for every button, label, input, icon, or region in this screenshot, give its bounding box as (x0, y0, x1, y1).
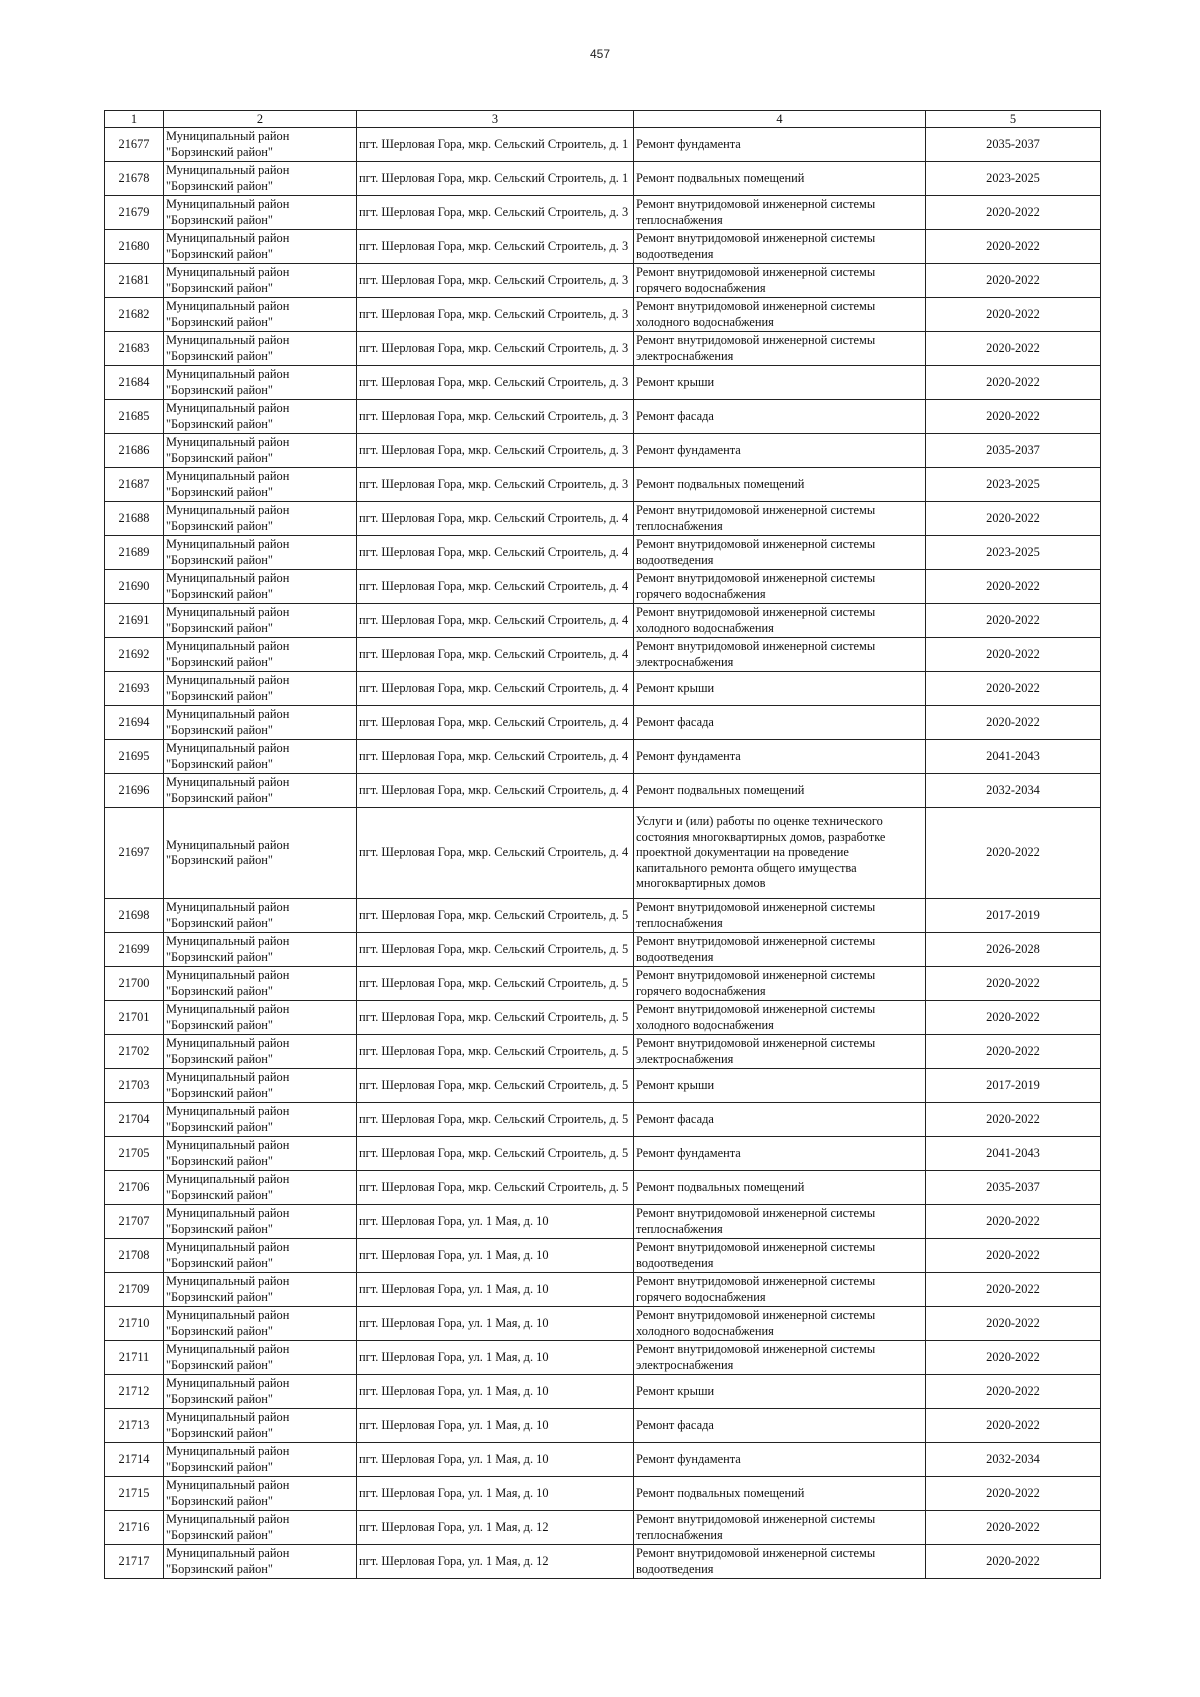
row-number-cell: 21708 (105, 1239, 164, 1273)
period-cell: 2035-2037 (926, 1171, 1101, 1205)
district-cell: Муниципальный район "Борзинский район" (164, 1205, 357, 1239)
row-number-cell: 21710 (105, 1307, 164, 1341)
repair-schedule-table (104, 110, 1101, 1579)
table-row (105, 1477, 1101, 1511)
district-cell: Муниципальный район "Борзинский район" (164, 740, 357, 774)
table-row (105, 366, 1101, 400)
address-cell: пгт. Шерловая Гора, мкр. Сельский Строитель, д. 5 (357, 1001, 634, 1035)
row-number-cell: 21687 (105, 468, 164, 502)
period-cell: 2020-2022 (926, 1205, 1101, 1239)
period-cell: 2035-2037 (926, 434, 1101, 468)
column-header: 2 (164, 111, 357, 128)
table-row (105, 536, 1101, 570)
row-number-cell: 21716 (105, 1511, 164, 1545)
district-cell: Муниципальный район "Борзинский район" (164, 1035, 357, 1069)
table-row (105, 1307, 1101, 1341)
column-header: 1 (105, 111, 164, 128)
table-row (105, 1511, 1101, 1545)
address-cell: пгт. Шерловая Гора, мкр. Сельский Строитель, д. 3 (357, 468, 634, 502)
district-cell: Муниципальный район "Борзинский район" (164, 468, 357, 502)
period-cell: 2020-2022 (926, 967, 1101, 1001)
address-cell: пгт. Шерловая Гора, мкр. Сельский Строитель, д. 4 (357, 808, 634, 899)
period-cell: 2020-2022 (926, 1409, 1101, 1443)
row-number-cell: 21677 (105, 128, 164, 162)
work-type-cell: Ремонт фундамента (634, 1443, 926, 1477)
district-cell: Муниципальный район "Борзинский район" (164, 899, 357, 933)
period-cell: 2020-2022 (926, 1511, 1101, 1545)
period-cell: 2020-2022 (926, 1001, 1101, 1035)
column-header: 3 (357, 111, 634, 128)
row-number-cell: 21693 (105, 672, 164, 706)
table-row (105, 1001, 1101, 1035)
period-cell: 2020-2022 (926, 1477, 1101, 1511)
district-cell: Муниципальный район "Борзинский район" (164, 604, 357, 638)
work-type-cell: Ремонт фундамента (634, 740, 926, 774)
address-cell: пгт. Шерловая Гора, мкр. Сельский Строитель, д. 4 (357, 740, 634, 774)
row-number-cell: 21686 (105, 434, 164, 468)
address-cell: пгт. Шерловая Гора, мкр. Сельский Строитель, д. 3 (357, 196, 634, 230)
row-number-cell: 21705 (105, 1137, 164, 1171)
row-number-cell: 21702 (105, 1035, 164, 1069)
period-cell: 2020-2022 (926, 366, 1101, 400)
address-cell: пгт. Шерловая Гора, мкр. Сельский Строитель, д. 4 (357, 536, 634, 570)
work-type-cell: Ремонт внутридомовой инженерной системы электроснабжения (634, 1341, 926, 1375)
period-cell: 2020-2022 (926, 230, 1101, 264)
table-row (105, 298, 1101, 332)
row-number-cell: 21699 (105, 933, 164, 967)
row-number-cell: 21707 (105, 1205, 164, 1239)
address-cell: пгт. Шерловая Гора, мкр. Сельский Строитель, д. 5 (357, 933, 634, 967)
row-number-cell: 21704 (105, 1103, 164, 1137)
period-cell: 2020-2022 (926, 570, 1101, 604)
table-row (105, 230, 1101, 264)
table-row (105, 967, 1101, 1001)
district-cell: Муниципальный район "Борзинский район" (164, 1171, 357, 1205)
work-type-cell: Ремонт фундамента (634, 1137, 926, 1171)
district-cell: Муниципальный район "Борзинский район" (164, 808, 357, 899)
table-row (105, 196, 1101, 230)
work-type-cell: Ремонт подвальных помещений (634, 1171, 926, 1205)
district-cell: Муниципальный район "Борзинский район" (164, 502, 357, 536)
address-cell: пгт. Шерловая Гора, мкр. Сельский Строитель, д. 3 (357, 332, 634, 366)
table-row (105, 162, 1101, 196)
work-type-cell: Услуги и (или) работы по оценке технического состояния многоквартирных домов, разработке проектной документации на проведение капитального ремонта общего имущества многоквартирных домов (634, 808, 926, 899)
district-cell: Муниципальный район "Борзинский район" (164, 570, 357, 604)
district-cell: Муниципальный район "Борзинский район" (164, 672, 357, 706)
address-cell: пгт. Шерловая Гора, мкр. Сельский Строитель, д. 4 (357, 706, 634, 740)
address-cell: пгт. Шерловая Гора, мкр. Сельский Строитель, д. 1 (357, 162, 634, 196)
work-type-cell: Ремонт подвальных помещений (634, 774, 926, 808)
work-type-cell: Ремонт внутридомовой инженерной системы водоотведения (634, 536, 926, 570)
table-row (105, 638, 1101, 672)
district-cell: Муниципальный район "Борзинский район" (164, 967, 357, 1001)
period-cell: 2020-2022 (926, 1375, 1101, 1409)
address-cell: пгт. Шерловая Гора, мкр. Сельский Строитель, д. 1 (357, 128, 634, 162)
row-number-cell: 21713 (105, 1409, 164, 1443)
work-type-cell: Ремонт внутридомовой инженерной системы электроснабжения (634, 1035, 926, 1069)
address-cell: пгт. Шерловая Гора, мкр. Сельский Строитель, д. 5 (357, 899, 634, 933)
table-row (105, 933, 1101, 967)
row-number-cell: 21703 (105, 1069, 164, 1103)
district-cell: Муниципальный район "Борзинский район" (164, 1409, 357, 1443)
period-cell: 2035-2037 (926, 128, 1101, 162)
row-number-cell: 21681 (105, 264, 164, 298)
table-row (105, 264, 1101, 298)
work-type-cell: Ремонт крыши (634, 672, 926, 706)
period-cell: 2020-2022 (926, 1035, 1101, 1069)
work-type-cell: Ремонт внутридомовой инженерной системы водоотведения (634, 230, 926, 264)
work-type-cell: Ремонт внутридомовой инженерной системы теплоснабжения (634, 899, 926, 933)
table-row (105, 332, 1101, 366)
district-cell: Муниципальный район "Борзинский район" (164, 400, 357, 434)
period-cell: 2023-2025 (926, 468, 1101, 502)
table-row (105, 706, 1101, 740)
row-number-cell: 21695 (105, 740, 164, 774)
address-cell: пгт. Шерловая Гора, мкр. Сельский Строитель, д. 5 (357, 1103, 634, 1137)
address-cell: пгт. Шерловая Гора, мкр. Сельский Строитель, д. 3 (357, 434, 634, 468)
district-cell: Муниципальный район "Борзинский район" (164, 1273, 357, 1307)
period-cell: 2020-2022 (926, 1103, 1101, 1137)
table-row (105, 1341, 1101, 1375)
period-cell: 2041-2043 (926, 1137, 1101, 1171)
district-cell: Муниципальный район "Борзинский район" (164, 128, 357, 162)
period-cell: 2032-2034 (926, 1443, 1101, 1477)
work-type-cell: Ремонт внутридомовой инженерной системы горячего водоснабжения (634, 264, 926, 298)
table-row (105, 672, 1101, 706)
table-row (105, 570, 1101, 604)
table-row (105, 1035, 1101, 1069)
column-header: 5 (926, 111, 1101, 128)
row-number-cell: 21706 (105, 1171, 164, 1205)
address-cell: пгт. Шерловая Гора, мкр. Сельский Строитель, д. 4 (357, 502, 634, 536)
address-cell: пгт. Шерловая Гора, мкр. Сельский Строитель, д. 3 (357, 366, 634, 400)
period-cell: 2020-2022 (926, 672, 1101, 706)
work-type-cell: Ремонт фасада (634, 1409, 926, 1443)
row-number-cell: 21712 (105, 1375, 164, 1409)
period-cell: 2023-2025 (926, 162, 1101, 196)
address-cell: пгт. Шерловая Гора, ул. 1 Мая, д. 12 (357, 1511, 634, 1545)
table-row (105, 400, 1101, 434)
work-type-cell: Ремонт внутридомовой инженерной системы теплоснабжения (634, 196, 926, 230)
work-type-cell: Ремонт внутридомовой инженерной системы холодного водоснабжения (634, 1307, 926, 1341)
table-row (105, 604, 1101, 638)
district-cell: Муниципальный район "Борзинский район" (164, 196, 357, 230)
row-number-cell: 21680 (105, 230, 164, 264)
row-number-cell: 21715 (105, 1477, 164, 1511)
row-number-cell: 21691 (105, 604, 164, 638)
address-cell: пгт. Шерловая Гора, мкр. Сельский Строитель, д. 4 (357, 672, 634, 706)
district-cell: Муниципальный район "Борзинский район" (164, 434, 357, 468)
row-number-cell: 21683 (105, 332, 164, 366)
address-cell: пгт. Шерловая Гора, ул. 1 Мая, д. 10 (357, 1375, 634, 1409)
address-cell: пгт. Шерловая Гора, ул. 1 Мая, д. 10 (357, 1307, 634, 1341)
period-cell: 2020-2022 (926, 1307, 1101, 1341)
address-cell: пгт. Шерловая Гора, мкр. Сельский Строитель, д. 5 (357, 1137, 634, 1171)
row-number-cell: 21696 (105, 774, 164, 808)
table-row (105, 468, 1101, 502)
work-type-cell: Ремонт крыши (634, 1069, 926, 1103)
period-cell: 2020-2022 (926, 808, 1101, 899)
row-number-cell: 21679 (105, 196, 164, 230)
district-cell: Муниципальный район "Борзинский район" (164, 1545, 357, 1579)
address-cell: пгт. Шерловая Гора, мкр. Сельский Строитель, д. 3 (357, 400, 634, 434)
district-cell: Муниципальный район "Борзинский район" (164, 1443, 357, 1477)
address-cell: пгт. Шерловая Гора, мкр. Сельский Строитель, д. 3 (357, 230, 634, 264)
period-cell: 2017-2019 (926, 1069, 1101, 1103)
table-row (105, 434, 1101, 468)
address-cell: пгт. Шерловая Гора, мкр. Сельский Строитель, д. 5 (357, 1035, 634, 1069)
row-number-cell: 21700 (105, 967, 164, 1001)
district-cell: Муниципальный район "Борзинский район" (164, 162, 357, 196)
period-cell: 2020-2022 (926, 298, 1101, 332)
address-cell: пгт. Шерловая Гора, мкр. Сельский Строитель, д. 5 (357, 1069, 634, 1103)
work-type-cell: Ремонт внутридомовой инженерной системы горячего водоснабжения (634, 967, 926, 1001)
table-row (105, 1409, 1101, 1443)
period-cell: 2023-2025 (926, 536, 1101, 570)
district-cell: Муниципальный район "Борзинский район" (164, 706, 357, 740)
district-cell: Муниципальный район "Борзинский район" (164, 264, 357, 298)
work-type-cell: Ремонт внутридомовой инженерной системы водоотведения (634, 1239, 926, 1273)
row-number-cell: 21692 (105, 638, 164, 672)
row-number-cell: 21709 (105, 1273, 164, 1307)
district-cell: Муниципальный район "Борзинский район" (164, 1511, 357, 1545)
period-cell: 2026-2028 (926, 933, 1101, 967)
row-number-cell: 21690 (105, 570, 164, 604)
table-row (105, 1545, 1101, 1579)
period-cell: 2020-2022 (926, 400, 1101, 434)
work-type-cell: Ремонт фундамента (634, 128, 926, 162)
period-cell: 2020-2022 (926, 332, 1101, 366)
page-number: 457 (589, 47, 611, 61)
address-cell: пгт. Шерловая Гора, мкр. Сельский Строитель, д. 5 (357, 967, 634, 1001)
address-cell: пгт. Шерловая Гора, ул. 1 Мая, д. 10 (357, 1409, 634, 1443)
row-number-cell: 21698 (105, 899, 164, 933)
address-cell: пгт. Шерловая Гора, мкр. Сельский Строитель, д. 5 (357, 1171, 634, 1205)
period-cell: 2017-2019 (926, 899, 1101, 933)
work-type-cell: Ремонт внутридомовой инженерной системы холодного водоснабжения (634, 1001, 926, 1035)
table-row (105, 1273, 1101, 1307)
address-cell: пгт. Шерловая Гора, ул. 1 Мая, д. 10 (357, 1443, 634, 1477)
work-type-cell: Ремонт внутридомовой инженерной системы горячего водоснабжения (634, 1273, 926, 1307)
district-cell: Муниципальный район "Борзинский район" (164, 1239, 357, 1273)
district-cell: Муниципальный район "Борзинский район" (164, 1375, 357, 1409)
period-cell: 2020-2022 (926, 1273, 1101, 1307)
address-cell: пгт. Шерловая Гора, ул. 1 Мая, д. 10 (357, 1273, 634, 1307)
work-type-cell: Ремонт внутридомовой инженерной системы водоотведения (634, 1545, 926, 1579)
work-type-cell: Ремонт внутридомовой инженерной системы водоотведения (634, 933, 926, 967)
table-row (105, 1239, 1101, 1273)
address-cell: пгт. Шерловая Гора, мкр. Сельский Строитель, д. 4 (357, 570, 634, 604)
work-type-cell: Ремонт фундамента (634, 434, 926, 468)
period-cell: 2020-2022 (926, 604, 1101, 638)
table-row (105, 1103, 1101, 1137)
district-cell: Муниципальный район "Борзинский район" (164, 1307, 357, 1341)
row-number-cell: 21717 (105, 1545, 164, 1579)
work-type-cell: Ремонт внутридомовой инженерной системы теплоснабжения (634, 1205, 926, 1239)
row-number-cell: 21694 (105, 706, 164, 740)
address-cell: пгт. Шерловая Гора, ул. 1 Мая, д. 12 (357, 1545, 634, 1579)
row-number-cell: 21714 (105, 1443, 164, 1477)
row-number-cell: 21711 (105, 1341, 164, 1375)
table-row (105, 502, 1101, 536)
period-cell: 2020-2022 (926, 502, 1101, 536)
address-cell: пгт. Шерловая Гора, ул. 1 Мая, д. 10 (357, 1341, 634, 1375)
row-number-cell: 21685 (105, 400, 164, 434)
table-row (105, 808, 1101, 899)
work-type-cell: Ремонт фасада (634, 1103, 926, 1137)
address-cell: пгт. Шерловая Гора, мкр. Сельский Строитель, д. 4 (357, 604, 634, 638)
district-cell: Муниципальный район "Борзинский район" (164, 1001, 357, 1035)
district-cell: Муниципальный район "Борзинский район" (164, 536, 357, 570)
district-cell: Муниципальный район "Борзинский район" (164, 1103, 357, 1137)
period-cell: 2041-2043 (926, 740, 1101, 774)
row-number-cell: 21689 (105, 536, 164, 570)
table-row (105, 1443, 1101, 1477)
district-cell: Муниципальный район "Борзинский район" (164, 1069, 357, 1103)
district-cell: Муниципальный район "Борзинский район" (164, 298, 357, 332)
address-cell: пгт. Шерловая Гора, ул. 1 Мая, д. 10 (357, 1239, 634, 1273)
work-type-cell: Ремонт подвальных помещений (634, 468, 926, 502)
period-cell: 2020-2022 (926, 196, 1101, 230)
table-row (105, 740, 1101, 774)
address-cell: пгт. Шерловая Гора, мкр. Сельский Строитель, д. 4 (357, 638, 634, 672)
work-type-cell: Ремонт внутридомовой инженерной системы теплоснабжения (634, 502, 926, 536)
work-type-cell: Ремонт фасада (634, 400, 926, 434)
row-number-cell: 21678 (105, 162, 164, 196)
work-type-cell: Ремонт внутридомовой инженерной системы электроснабжения (634, 332, 926, 366)
address-cell: пгт. Шерловая Гора, ул. 1 Мая, д. 10 (357, 1477, 634, 1511)
table-row (105, 128, 1101, 162)
work-type-cell: Ремонт внутридомовой инженерной системы электроснабжения (634, 638, 926, 672)
work-type-cell: Ремонт внутридомовой инженерной системы теплоснабжения (634, 1511, 926, 1545)
work-type-cell: Ремонт внутридомовой инженерной системы холодного водоснабжения (634, 604, 926, 638)
address-cell: пгт. Шерловая Гора, мкр. Сельский Строитель, д. 4 (357, 774, 634, 808)
work-type-cell: Ремонт фасада (634, 706, 926, 740)
period-cell: 2020-2022 (926, 1341, 1101, 1375)
work-type-cell: Ремонт крыши (634, 366, 926, 400)
work-type-cell: Ремонт подвальных помещений (634, 1477, 926, 1511)
district-cell: Муниципальный район "Борзинский район" (164, 774, 357, 808)
row-number-cell: 21682 (105, 298, 164, 332)
header-row (105, 111, 1101, 128)
row-number-cell: 21684 (105, 366, 164, 400)
district-cell: Муниципальный район "Борзинский район" (164, 332, 357, 366)
row-number-cell: 21688 (105, 502, 164, 536)
row-number-cell: 21697 (105, 808, 164, 899)
table-row (105, 1171, 1101, 1205)
row-number-cell: 21701 (105, 1001, 164, 1035)
table-row (105, 1137, 1101, 1171)
address-cell: пгт. Шерловая Гора, мкр. Сельский Строитель, д. 3 (357, 264, 634, 298)
period-cell: 2020-2022 (926, 264, 1101, 298)
period-cell: 2020-2022 (926, 1545, 1101, 1579)
work-type-cell: Ремонт подвальных помещений (634, 162, 926, 196)
address-cell: пгт. Шерловая Гора, ул. 1 Мая, д. 10 (357, 1205, 634, 1239)
period-cell: 2020-2022 (926, 638, 1101, 672)
district-cell: Муниципальный район "Борзинский район" (164, 1137, 357, 1171)
period-cell: 2020-2022 (926, 706, 1101, 740)
district-cell: Муниципальный район "Борзинский район" (164, 638, 357, 672)
period-cell: 2020-2022 (926, 1239, 1101, 1273)
table-row (105, 1375, 1101, 1409)
period-cell: 2032-2034 (926, 774, 1101, 808)
table-row (105, 1069, 1101, 1103)
district-cell: Муниципальный район "Борзинский район" (164, 230, 357, 264)
district-cell: Муниципальный район "Борзинский район" (164, 1341, 357, 1375)
table-row (105, 774, 1101, 808)
address-cell: пгт. Шерловая Гора, мкр. Сельский Строитель, д. 3 (357, 298, 634, 332)
work-type-cell: Ремонт внутридомовой инженерной системы горячего водоснабжения (634, 570, 926, 604)
table-row (105, 899, 1101, 933)
table-body (105, 111, 1101, 1579)
district-cell: Муниципальный район "Борзинский район" (164, 366, 357, 400)
work-type-cell: Ремонт крыши (634, 1375, 926, 1409)
district-cell: Муниципальный район "Борзинский район" (164, 933, 357, 967)
work-type-cell: Ремонт внутридомовой инженерной системы холодного водоснабжения (634, 298, 926, 332)
district-cell: Муниципальный район "Борзинский район" (164, 1477, 357, 1511)
column-header: 4 (634, 111, 926, 128)
table-row (105, 1205, 1101, 1239)
